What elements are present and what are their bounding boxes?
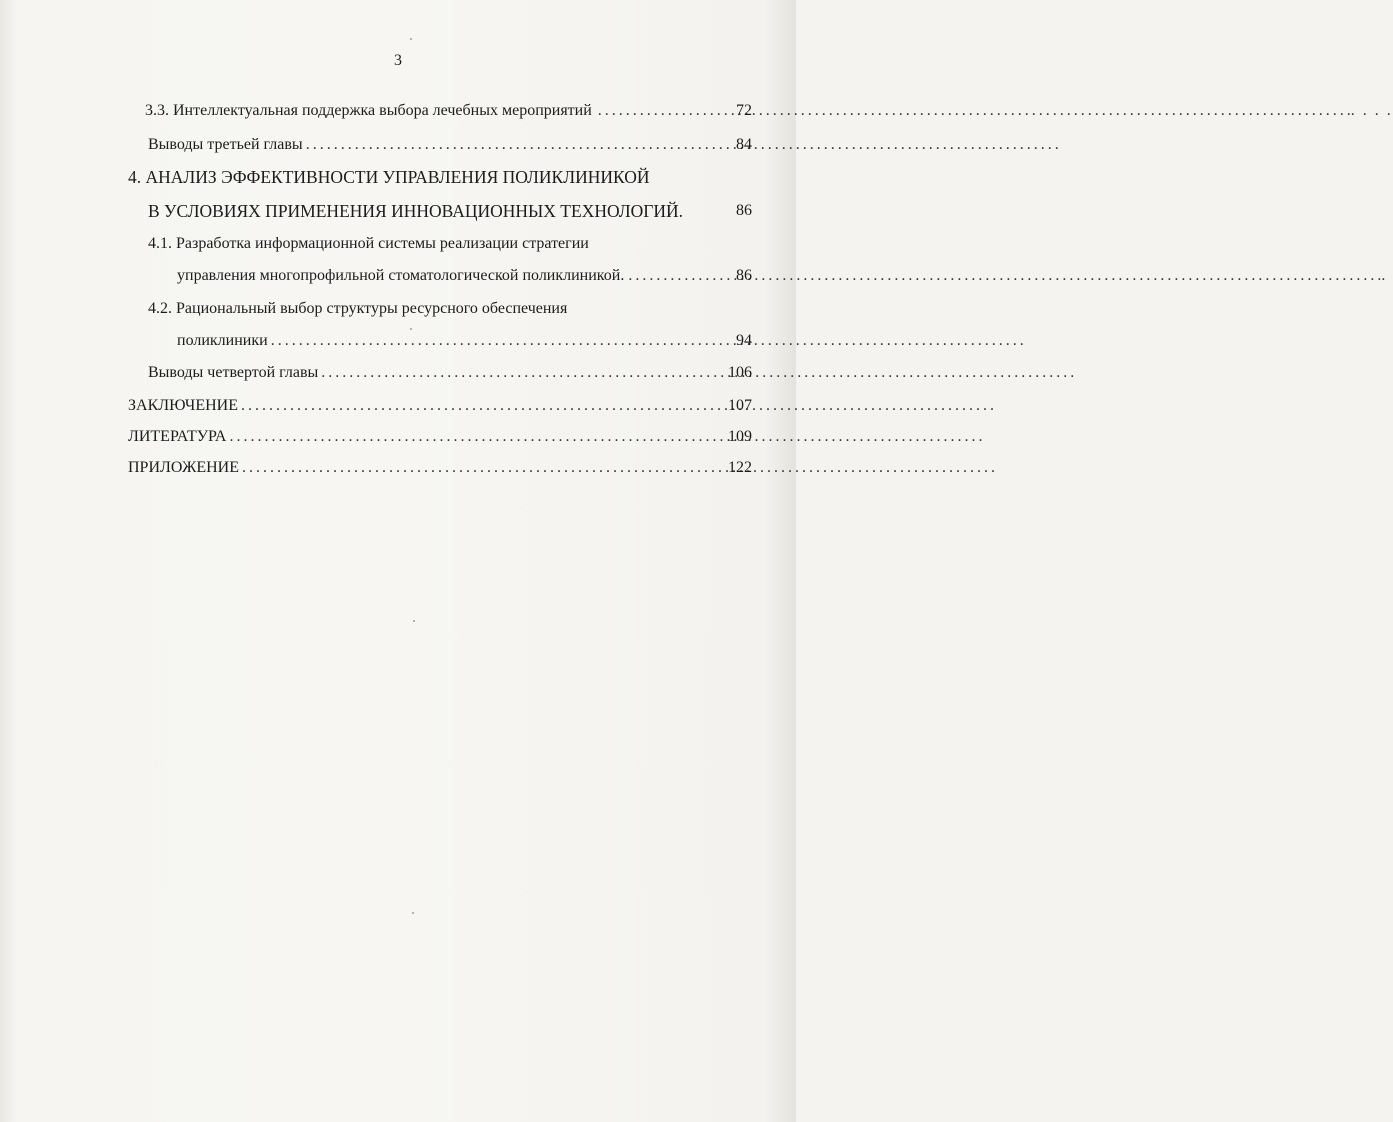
toc-entry-page: 122 [728, 459, 752, 476]
toc-entry-leader [229, 423, 982, 451]
scan-speck [413, 620, 415, 622]
toc-entry-label: управления многопрофильной стоматологической поликлиникой. [177, 267, 625, 284]
toc-entry-label: ЛИТЕРАТУРА [128, 428, 227, 445]
toc-entry-conclusions-3 [148, 131, 708, 159]
toc-entry-label: поликлиники [177, 332, 268, 349]
toc-entry-appendix [128, 454, 708, 482]
toc-entry-page: 107 [728, 397, 752, 414]
toc-entry-conclusion [128, 392, 708, 420]
toc-entry-page: 84 [736, 136, 752, 153]
toc-entry-leader [271, 327, 1024, 355]
page-number: 3 [394, 52, 402, 69]
scan-speck [410, 328, 412, 330]
toc-entry-label: Выводы третьей главы [148, 136, 303, 153]
toc-entry-page: 109 [728, 428, 752, 445]
toc-entry-leader [321, 359, 1074, 387]
scan-speck [412, 912, 414, 914]
toc-entry-leader: . . . . . . . [598, 97, 1393, 125]
toc-entry-page: 86 [736, 267, 752, 284]
toc-entry-4-2-line2 [177, 327, 708, 355]
scan-speck [410, 38, 412, 40]
toc-entry-leader [241, 392, 994, 420]
toc-entry-label: 3.3. Интеллектуальная поддержка выбора лечебных мероприятий [145, 102, 592, 119]
toc-chapter-4-title-line1: 4. АНАЛИЗ ЭФФЕКТИВНОСТИ УПРАВЛЕНИЯ ПОЛИКЛИНИКОЙ [128, 167, 650, 187]
toc-entry-4-1-line1: 4.1. Разработка информационной системы реализации стратегии [148, 235, 589, 252]
toc-entry-4-2-line1: 4.2. Рациональный выбор структуры ресурсного обеспечения [148, 300, 568, 317]
toc-entry-label: ПРИЛОЖЕНИЕ [128, 459, 240, 476]
toc-entry-page: 94 [736, 332, 752, 349]
toc-entry-label: Выводы четвертой главы [148, 364, 319, 381]
toc-entry-page: 106 [728, 364, 752, 381]
toc-entry-literature [128, 423, 708, 451]
toc-entry-leader [306, 131, 1059, 159]
toc-entry-label: ЗАКЛЮЧЕНИЕ [128, 397, 238, 414]
toc-entry-page: 72 [736, 102, 752, 119]
toc-entry-conclusions-4 [148, 359, 708, 387]
toc-chapter-4-title-line2: В УСЛОВИЯХ ПРИМЕНЕНИЯ ИННОВАЦИОННЫХ ТЕХНОЛОГИЙ. [148, 201, 684, 221]
toc-entry-leader: . . . . [628, 262, 1387, 290]
toc-entry-leader [242, 454, 995, 482]
toc-entry-page: 86 [736, 202, 752, 219]
